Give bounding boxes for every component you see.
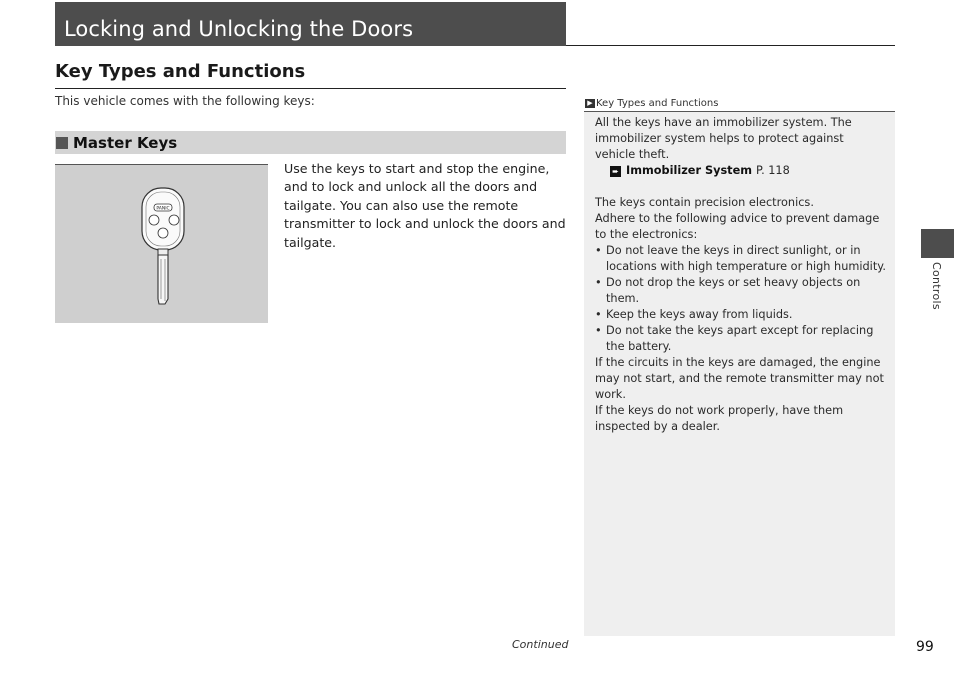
- master-key-icon: [55, 165, 268, 324]
- chapter-rule: [566, 45, 895, 46]
- immobilizer-paragraph: All the keys have an immobilizer system. The immobilizer system helps to protect against vehicle theft.: [595, 116, 852, 161]
- sidebar-heading: [584, 96, 895, 112]
- section-arrow-icon: ▶: [585, 99, 595, 108]
- subsection-title: Master Keys: [73, 133, 178, 152]
- page-number: 99: [916, 639, 934, 655]
- chapter-title: Locking and Unlocking the Doors: [55, 2, 566, 46]
- advice-paragraph: Adhere to the following advice to prevent damage to the electronics:: [595, 212, 880, 241]
- intro-text: This vehicle comes with the following keys:: [55, 94, 315, 108]
- chapter-tab-label: Controls: [930, 262, 943, 310]
- immobilizer-reference-link[interactable]: [595, 163, 887, 179]
- master-keys-description: Use the keys to start and stop the engine, and to lock and unlock all the doors and tailgate. You can also use the remote transmitter to lock and unlock the doors and tailgate.: [284, 161, 566, 250]
- master-key-illustration: [55, 164, 268, 323]
- reference-page: P. 118: [756, 164, 790, 177]
- chapter-tab-marker: [921, 229, 954, 258]
- advice-list: [595, 243, 887, 355]
- reference-name: Immobilizer System: [626, 164, 753, 177]
- square-bullet-icon: [56, 137, 68, 149]
- damage-paragraph: If the circuits in the keys are damaged, the engine may not start, and the remote transmitter may not work.: [595, 356, 884, 401]
- section-rule: [55, 88, 566, 89]
- page-reference-icon: ➨: [610, 166, 621, 177]
- sidebar-notes: [584, 96, 895, 636]
- list-item: • Keep the keys away from liquids.: [595, 307, 887, 323]
- dealer-paragraph: If the keys do not work properly, have them inspected by a dealer.: [595, 404, 844, 433]
- list-item: • Do not take the keys apart except for replacing the battery.: [595, 323, 887, 355]
- subsection-header: [55, 131, 566, 154]
- continued-label: Continued: [512, 638, 569, 651]
- sidebar-heading-label: Key Types and Functions: [596, 98, 719, 109]
- electronics-paragraph: The keys contain precision electronics.: [595, 196, 814, 209]
- list-item: • Do not leave the keys in direct sunlight, or in locations with high temperature or high humidity.: [595, 243, 887, 275]
- section-title: Key Types and Functions: [55, 61, 306, 82]
- panic-label: PANIC: [156, 206, 170, 212]
- list-item: • Do not drop the keys or set heavy objects on them.: [595, 275, 887, 307]
